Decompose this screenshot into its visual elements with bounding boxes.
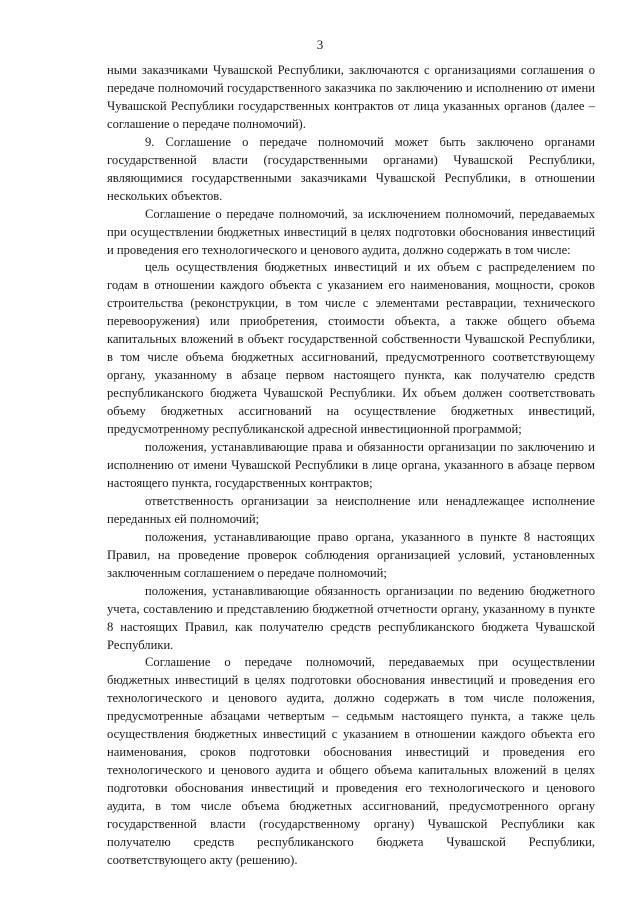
paragraph-audit-agreement: Соглашение о передаче полномочий, передаваемых при осуществлении бюджетных инвестиций в целях подготовки обоснования инвестиций и проведения его технологического и ценового аудита, должно содержать в том числе положения, предусмотренные абзацами четвертым – седьмым настоящего пункта, а также цель осуществления бюджетных инвестиций с указанием в отношении каждого объекта его наименования, сроков подготовки обоснования инвестиций и проведения его технологического и ценового аудита и общего объема капитальных вложений в целях подготовки обоснования инвестиций и проведения его технологического и ценового аудита, в том числе объема бюджетных ассигнований, предусмотренного органу государственной власти (государственному органу) Чувашской Республики как получателю средств республиканского бюджета Чувашской Республики, соответствующего акту (решению). [107,655,595,867]
paragraph-item-9: 9. Соглашение о передаче полномочий может быть заключено органами государственной власти (государственными органами) Чувашской Республики, являющимися государственными заказчиками Чувашской Республики, в отношении нескольких объектов. [107,134,595,203]
paragraph-agreement-contents: Соглашение о передаче полномочий, за исключением полномочий, передаваемых при осуществлении бюджетных инвестиций в целях подготовки обоснования инвестиций и проведения его технологического и ценового аудита, должно содержать в том числе: [107,206,595,257]
paragraph-inspection-rights: положения, устанавливающие право органа, указанного в пункте 8 настоящих Правил, на проведение проверок соблюдения организацией условий, установленных заключенным соглашением о передаче полномочий; [107,529,595,580]
page-number: 3 [316,37,324,52]
paragraph-investment-goal: цель осуществления бюджетных инвестиций и их объем с распределением по годам в отношении каждого объекта с указанием его наименования, мощности, сроков строительства (реконструкции, в том числе с элементами реставрации, технического перевооружения) или приобретения, стоимости объекта, а также общего объема капитальных вложений в объект государственной собственности Чувашской Республики, в том числе объема бюджетных ассигнований, предусмотренного соответствующему органу, указанному в абзаце первом настоящего пункта, как получателю средств республиканского бюджета Чувашской Республики. Их объем должен соответствовать объему бюджетных ассигнований на осуществление бюджетных инвестиций, предусмотренному республиканской адресной инвестиционной программой; [107,260,595,437]
document-body [107,62,595,870]
paragraph-continuation: ными заказчиками Чувашской Республики, заключаются с организациями соглашения о передаче полномочий государственного заказчика по заключению и исполнению от имени Чувашской Республики государственных контрактов от лица указанных органов (далее – соглашение о передаче полномочий). [107,63,595,131]
paragraph-rights-obligations: положения, устанавливающие права и обязанности организации по заключению и исполнению от имени Чувашской Республики в лице органа, указанного в абзаце первом настоящего пункта, государственных контрактов; [107,440,595,490]
paragraph-accounting-obligations: положения, устанавливающие обязанность организации по ведению бюджетного учета, составлению и представлению бюджетной отчетности органу, указанному в пункте 8 настоящих Правил, как получателю средств республиканского бюджета Чувашской Республики. [107,583,595,652]
paragraph-responsibility: ответственность организации за неисполнение или ненадлежащее исполнение переданных ей полномочий; [107,493,595,526]
